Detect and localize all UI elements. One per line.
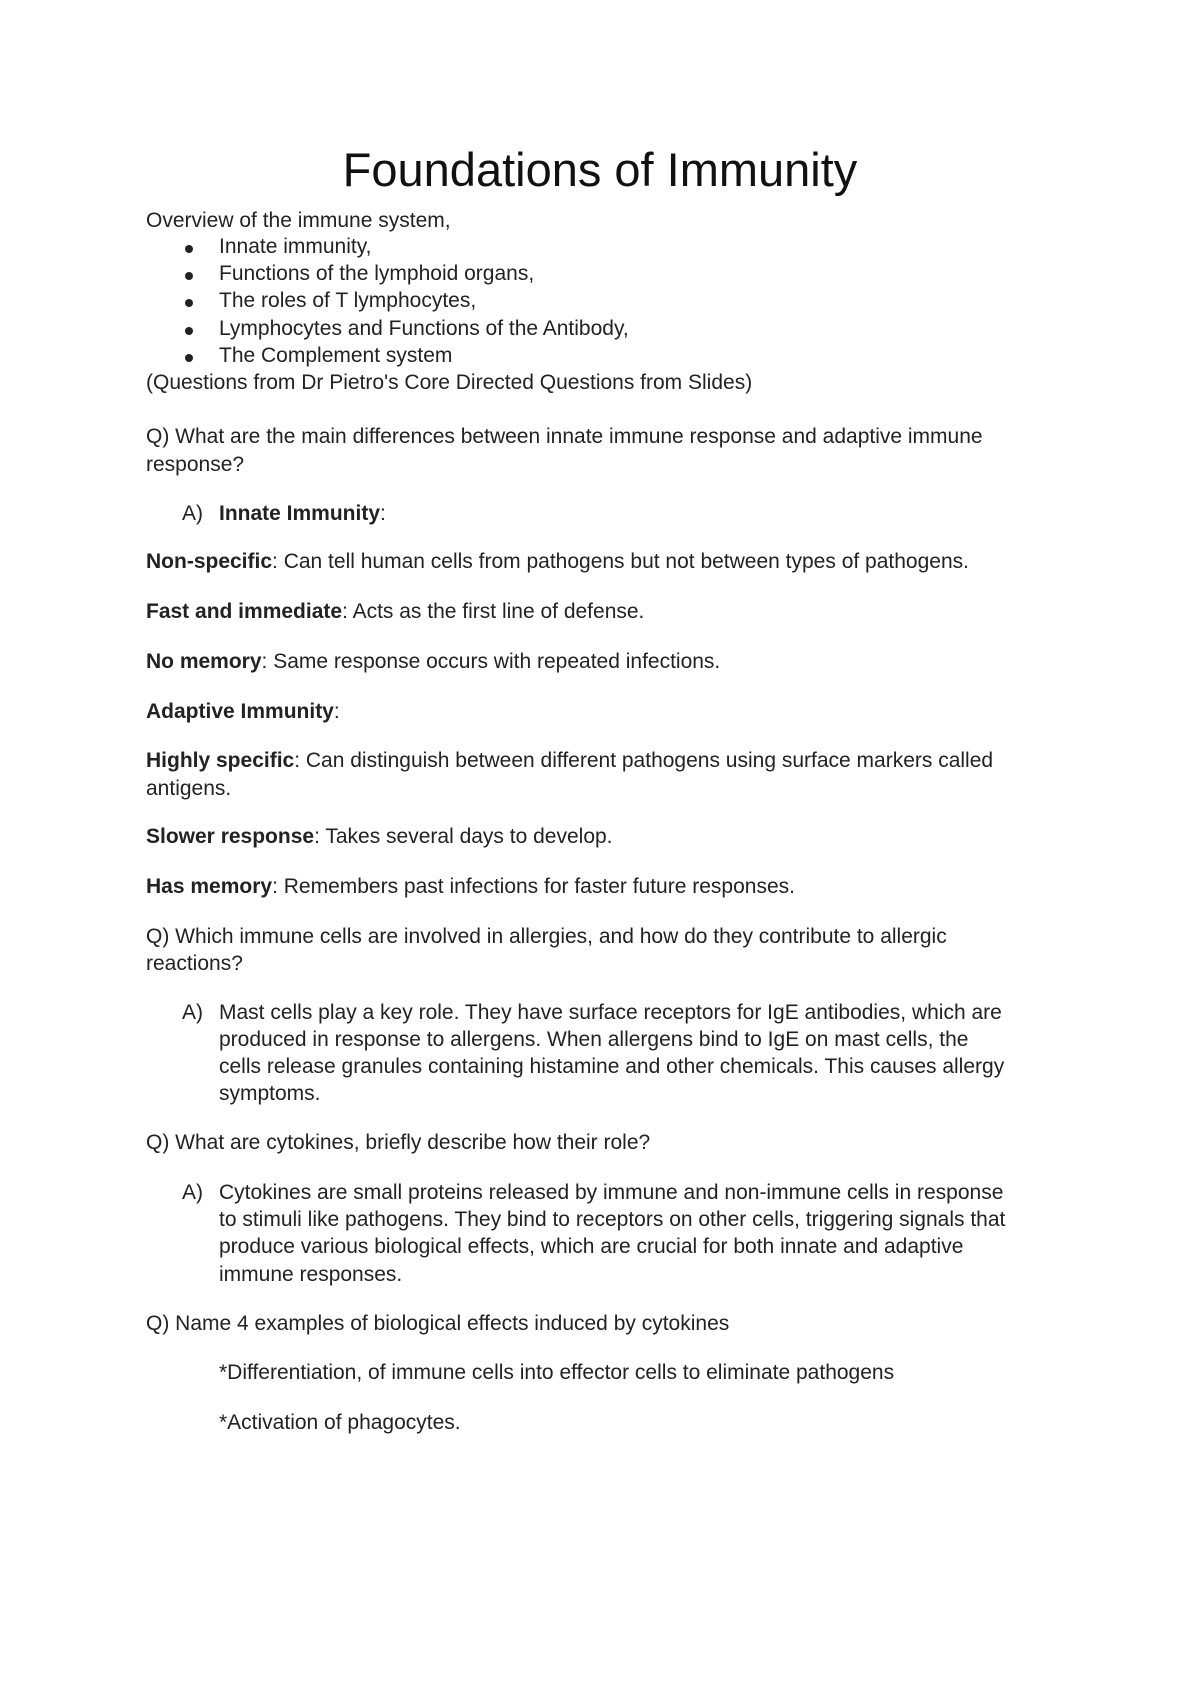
adaptive-point: [146, 872, 1066, 901]
adaptive-point-continued: antigens.: [146, 777, 232, 800]
overview-item: The roles of T lymphocytes,: [219, 289, 477, 312]
definition: : Can distinguish between different pathogens using surface markers called: [294, 749, 994, 772]
adaptive-point: [146, 746, 1066, 775]
bullet-icon: [185, 286, 203, 315]
colon: :: [333, 700, 340, 723]
adaptive-heading-text: Adaptive Immunity: [146, 700, 334, 723]
answer-line: immune responses.: [219, 1263, 403, 1286]
term: Has memory: [146, 875, 273, 898]
innate-heading-text: Innate Immunity: [219, 502, 381, 525]
answer-line: Mast cells play a key role. They have surface receptors for IgE antibodies, which are: [219, 1001, 1002, 1024]
question-3: Q) What are cytokines, briefly describe how their role?: [146, 1131, 651, 1154]
definition: : Acts as the first line of defense.: [342, 600, 645, 623]
answer-line: to stimuli like pathogens. They bind to receptors on other cells, triggering signals that: [219, 1208, 1006, 1231]
effect-item: *Activation of phagocytes.: [219, 1411, 461, 1434]
definition: : Takes several days to develop.: [314, 825, 613, 848]
overview-item: Functions of the lymphoid organs,: [219, 262, 535, 285]
innate-point: [146, 547, 1066, 576]
question-2-line-1: Q) Which immune cells are involved in allergies, and how do they contribute to allergic: [146, 925, 947, 948]
bullet-icon: [185, 232, 203, 261]
overview-heading: Overview of the immune system,: [146, 209, 451, 232]
answer-line: produced in response to allergens. When allergens bind to IgE on mast cells, the: [219, 1028, 969, 1051]
adaptive-heading: [146, 697, 1066, 726]
answer-line: cells release granules containing histamine and other chemicals. This causes allergy: [219, 1055, 1005, 1078]
page-title: Foundations of Immunity: [342, 143, 858, 196]
question-1-line-1: Q) What are the main differences between innate immune response and adaptive immune: [146, 425, 983, 448]
term: No memory: [146, 650, 262, 673]
term: Highly specific: [146, 749, 295, 772]
innate-heading: [219, 499, 1069, 528]
overview-item: Innate immunity,: [219, 235, 372, 258]
answer-label: A): [182, 1001, 203, 1024]
bullet-icon: [185, 341, 203, 370]
bullet-icon: [185, 259, 203, 288]
answer-line: Cytokines are small proteins released by immune and non-immune cells in response: [219, 1181, 1004, 1204]
bullet-icon: [185, 314, 203, 343]
question-4: Q) Name 4 examples of biological effects induced by cytokines: [146, 1312, 730, 1335]
question-2-line-2: reactions?: [146, 952, 243, 975]
definition: : Can tell human cells from pathogens but not between types of pathogens.: [272, 550, 969, 573]
innate-point: [146, 647, 1066, 676]
term: Non-specific: [146, 550, 273, 573]
colon: :: [380, 502, 386, 525]
answer-label: A): [182, 1181, 203, 1204]
answer-line: symptoms.: [219, 1082, 321, 1105]
term: Slower response: [146, 825, 315, 848]
effect-item: *Differentiation, of immune cells into effector cells to eliminate pathogens: [219, 1361, 895, 1384]
overview-item: The Complement system: [219, 344, 453, 367]
term: Fast and immediate: [146, 600, 343, 623]
source-note: (Questions from Dr Pietro's Core Directed Questions from Slides): [146, 371, 753, 394]
answer-label: A): [182, 502, 203, 525]
definition: : Remembers past infections for faster future responses.: [272, 875, 795, 898]
innate-point: [146, 597, 1066, 626]
adaptive-point: [146, 822, 1066, 851]
definition: : Same response occurs with repeated infections.: [261, 650, 721, 673]
answer-line: produce various biological effects, which are crucial for both innate and adaptive: [219, 1235, 964, 1258]
question-1-line-2: response?: [146, 453, 245, 476]
overview-item: Lymphocytes and Functions of the Antibody,: [219, 317, 629, 340]
